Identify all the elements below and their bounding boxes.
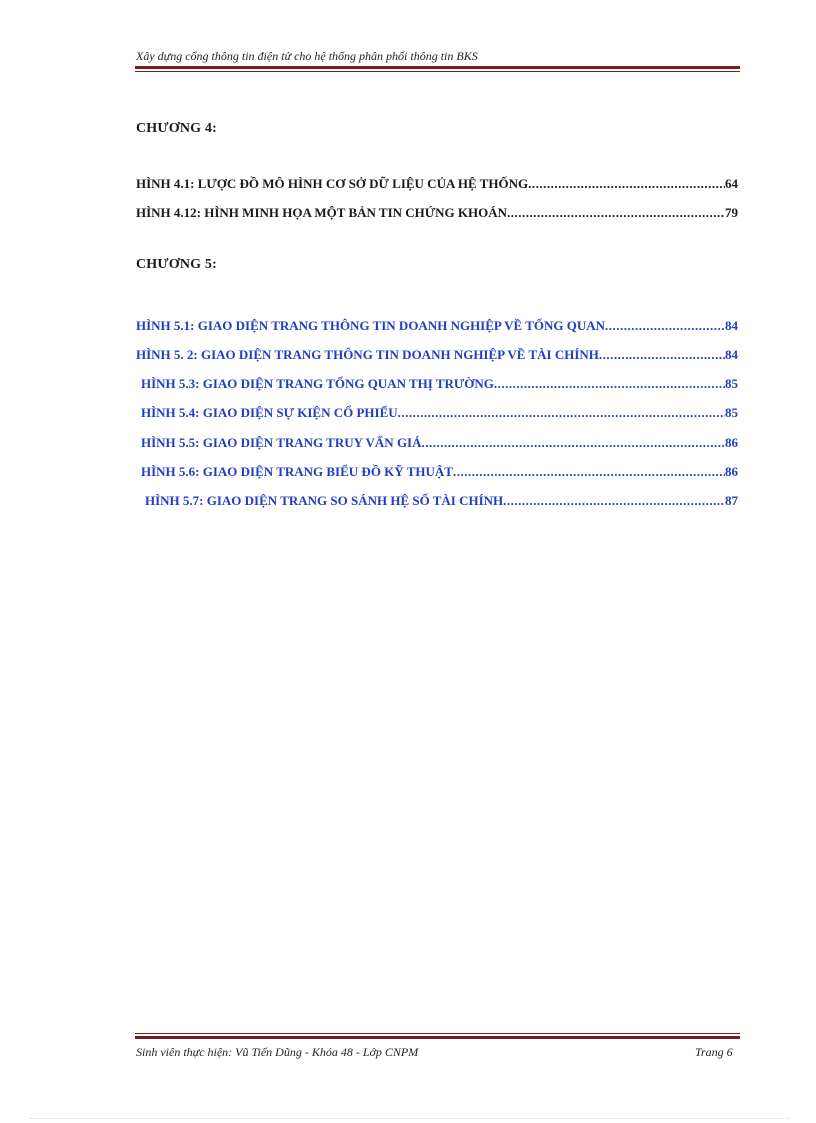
toc-entry-page: 79 bbox=[725, 205, 738, 220]
toc-entry-title: HÌNH 4.12: HÌNH MINH HỌA MỘT BẢN TIN CHỨNG KHOÁN bbox=[136, 205, 508, 220]
footer-rule-thick bbox=[135, 1036, 740, 1039]
header-rule-thick bbox=[135, 66, 740, 69]
toc-entry[interactable] bbox=[136, 318, 738, 336]
toc-leader-dots bbox=[494, 376, 725, 392]
toc-entry[interactable] bbox=[136, 347, 738, 365]
toc-entry-title: HÌNH 5.5: GIAO DIỆN TRANG TRUY VẤN GIÁ bbox=[141, 435, 422, 450]
toc-leader-dots bbox=[528, 176, 725, 192]
running-header: Xây dựng cổng thông tin điện tử cho hệ thống phân phối thông tin BKS bbox=[136, 49, 478, 63]
page-bottom-border bbox=[30, 1118, 790, 1119]
toc-entry-title: HÌNH 5.7: GIAO DIỆN TRANG SO SÁNH HỆ SỐ TÀI CHÍNH bbox=[145, 493, 504, 508]
toc-leader-dots bbox=[398, 405, 725, 421]
toc-entry-page: 84 bbox=[725, 347, 738, 362]
toc-entry-page: 86 bbox=[725, 464, 738, 479]
toc-entry-page: 86 bbox=[725, 435, 738, 450]
footer-author: Sinh viên thực hiện: Vũ Tiến Dũng - Khóa 48 - Lớp CNPM bbox=[136, 1045, 419, 1059]
toc-leader-dots bbox=[453, 464, 725, 480]
toc-entry[interactable] bbox=[141, 435, 738, 453]
chapter-5-heading: CHƯƠNG 5: bbox=[136, 257, 217, 272]
toc-entry[interactable] bbox=[141, 464, 738, 482]
toc-leader-dots bbox=[507, 205, 725, 221]
toc-entry-page: 85 bbox=[725, 376, 738, 391]
toc-leader-dots bbox=[605, 318, 725, 334]
toc-entry-page: 85 bbox=[725, 405, 738, 420]
footer-rule-thin bbox=[135, 1033, 740, 1034]
toc-entry-title: HÌNH 4.1: LƯỢC ĐỒ MÔ HÌNH CƠ SỞ DỮ LIỆU CỦA HỆ THỐNG bbox=[136, 176, 529, 191]
toc-entry[interactable] bbox=[136, 176, 738, 194]
toc-entry-title: HÌNH 5.1: GIAO DIỆN TRANG THÔNG TIN DOANH NGHIỆP VỀ TỔNG QUAN bbox=[136, 318, 606, 333]
toc-entry[interactable] bbox=[141, 405, 738, 423]
toc-entry[interactable] bbox=[145, 493, 738, 511]
toc-entry-page: 87 bbox=[725, 493, 738, 508]
toc-entry-title: HÌNH 5.6: GIAO DIỆN TRANG BIỂU ĐỒ KỸ THUẬT bbox=[141, 464, 453, 479]
toc-entry[interactable] bbox=[136, 205, 738, 223]
toc-entry[interactable] bbox=[141, 376, 738, 394]
toc-entry-title: HÌNH 5.4: GIAO DIỆN SỰ KIỆN CỔ PHIẾU bbox=[141, 405, 398, 420]
toc-leader-dots bbox=[503, 493, 725, 509]
chapter-4-heading: CHƯƠNG 4: bbox=[136, 121, 217, 136]
footer-page-number: Trang 6 bbox=[695, 1045, 733, 1059]
toc-entry-title: HÌNH 5.3: GIAO DIỆN TRANG TỔNG QUAN THỊ TRƯỜNG bbox=[141, 376, 494, 391]
toc-entry-page: 84 bbox=[725, 318, 738, 333]
toc-leader-dots bbox=[599, 347, 725, 363]
header-rule-thin bbox=[135, 71, 740, 72]
toc-entry-page: 64 bbox=[725, 176, 738, 191]
toc-entry-title: HÌNH 5. 2: GIAO DIỆN TRANG THÔNG TIN DOANH NGHIỆP VỀ TÀI CHÍNH bbox=[136, 347, 599, 362]
toc-leader-dots bbox=[422, 435, 726, 451]
